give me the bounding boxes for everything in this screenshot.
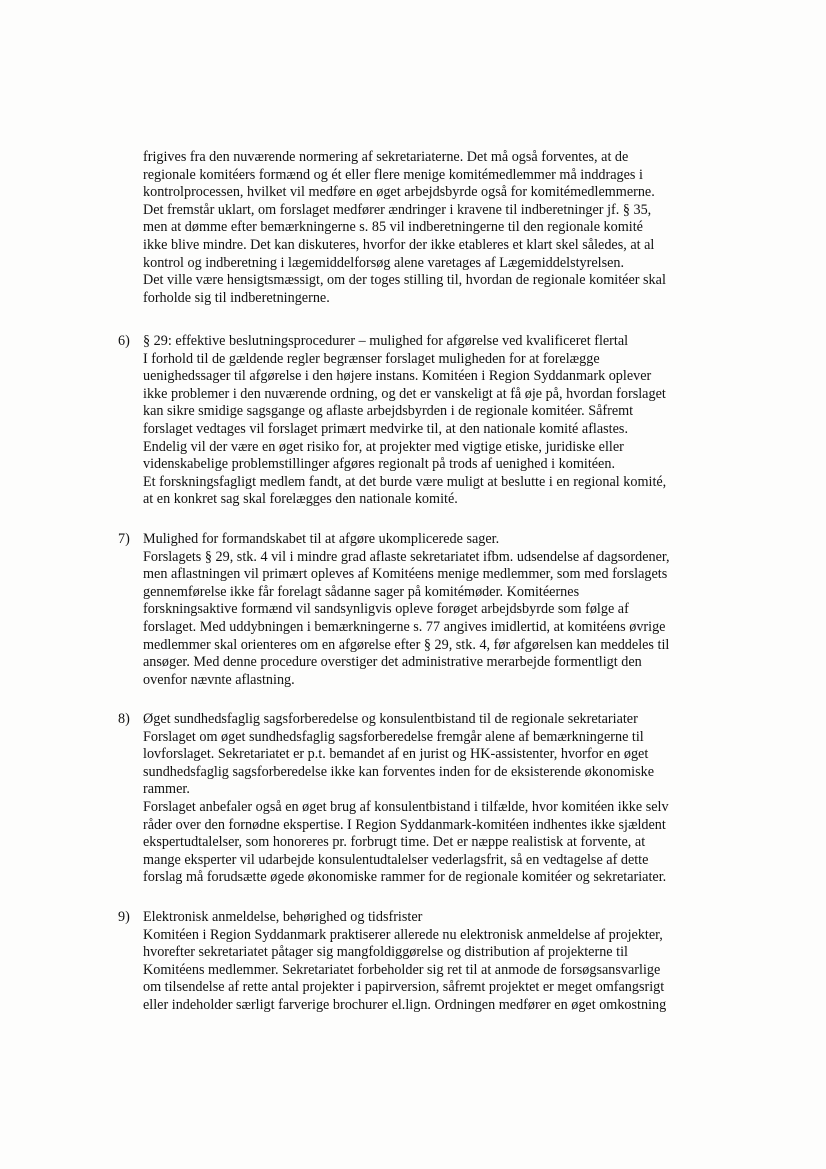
text-line: forholde sig til indberetningerne. xyxy=(143,289,330,306)
text-line: ekspertudtalelser, som honoreres pr. forbrugt time. Det er næppe realistisk at forvente, at xyxy=(143,834,646,851)
text-line: eller indeholder særligt farverige brochurer el.lign. Ordningen medfører en øget omkostning xyxy=(143,996,667,1013)
section-body xyxy=(143,531,738,689)
text-line: rammer. xyxy=(143,781,190,798)
text-line: om tilsendelse af rette antal projekter i papirversion, såfremt projektet er meget omfangsrigt xyxy=(143,979,665,996)
text-line: I forhold til de gældende regler begrænser forslaget muligheden for at forelægge xyxy=(143,350,600,367)
text-line: ovenfor nævnte aflastning. xyxy=(143,671,295,688)
text-line: forslaget vedtages vil forslaget primært medvirke til, at den nationale komité aflastes. xyxy=(143,420,628,437)
text-line: forslaget. Med uddybningen i bemærkningerne s. 77 angives imidlertid, at komitéens øvrige xyxy=(143,618,666,635)
text-line: råder over den fornødne ekspertise. I Region Syddanmark-komitéen indhentes ikke sjældent xyxy=(143,816,666,833)
text-line: forslag må forudsætte øgede økonomiske rammer for de regionale komitéer og sekretariater. xyxy=(143,869,667,886)
text-line: frigives fra den nuværende normering af sekretariaterne. Det må også forventes, at de xyxy=(143,149,629,165)
text-line: videnskabelige problemstillinger afgøres regionalt på trods af uenighed i komitéen. xyxy=(143,456,615,473)
text-line: kan sikre smidige sagsgange og aflaste arbejdsbyrden i de regionale komitéer. Såfremt xyxy=(143,403,634,420)
section-body xyxy=(143,711,738,887)
text-line: at en konkret sag skal forelægges den nationale komité. xyxy=(143,491,458,508)
text-line: kontrolprocessen, hvilket vil medføre en øget arbejdsbyrde også for komitémedlemmerne. xyxy=(143,184,655,201)
text-line: regionale komitéers formænd og ét eller flere menige komitémedlemmer må inddrages i xyxy=(143,166,643,183)
text-line: sundhedsfaglig sagsforberedelse ikke kan forventes inden for de eksisterende økonomiske xyxy=(143,763,654,780)
text-line: men at dømme efter bemærkningerne s. 85 vil indberetningerne til den regionale komité xyxy=(143,219,643,236)
section-number: 6) xyxy=(118,333,130,349)
text-line: ikke problemer i den nuværende ordning, og det er vanskeligt at få øje på, hvordan forslaget xyxy=(143,385,666,402)
section-number: 8) xyxy=(118,711,130,727)
text-line: medlemmer skal orienteres om en afgørelse efter § 29, stk. 4, før afgørelsen kan meddeles til xyxy=(143,636,670,653)
section-heading: Elektronisk anmeldelse, behørighed og tidsfrister xyxy=(143,909,423,925)
section-body xyxy=(143,909,738,1015)
text-line: men aflastningen vil primært opleves af Komitéens menige medlemmer, som med forslagets xyxy=(143,566,668,583)
text-line: Komitéen i Region Syddanmark praktiserer allerede nu elektronisk anmeldelse af projekter, xyxy=(143,926,663,943)
text-line: gennemførelse ikke får forelagt sådanne sager på komitémøder. Komitéernes xyxy=(143,583,580,600)
section-heading: Mulighed for formandskabet til at afgøre ukomplicerede sager. xyxy=(143,531,500,547)
text-line: Det fremstår uklart, om forslaget medfører ændringer i kravene til indberetninger jf. § 35, xyxy=(143,201,652,218)
section-heading: Øget sundhedsfaglig sagsforberedelse og konsulentbistand til de regionale sekretariater xyxy=(143,711,638,727)
text-line: kontrol og indberetning i lægemiddelforsøg alene varetages af Lægemiddelstyrelsen. xyxy=(143,254,625,271)
text-line: Endelig vil der være en øget risiko for, at projekter med vigtige etiske, juridiske eller xyxy=(143,438,624,455)
text-line: lovforslaget. Sekretariatet er p.t. bemandet af en jurist og HK-assistenter, hvorfor en øget xyxy=(143,746,649,763)
text-line: forskningsaktive formænd vil sandsynligvis opleve forøget arbejdsbyrde som følge af xyxy=(143,601,629,618)
intro-paragraph xyxy=(143,149,733,307)
section-number: 9) xyxy=(118,909,130,925)
text-line: mange eksperter vil udarbejde konsulentudtalelser vederlagsfrit, så en vedtagelse af dette xyxy=(143,851,649,868)
text-line: Forslaget anbefaler også en øget brug af konsulentbistand i tilfælde, hvor komitéen ikke selv xyxy=(143,798,669,815)
text-line: Forslagets § 29, stk. 4 vil i mindre grad aflaste sekretariatet ifbm. udsendelse af dagsordener, xyxy=(143,548,670,565)
section-number: 7) xyxy=(118,531,130,547)
text-line: hvorefter sekretariatet påtager sig mangfoldiggørelse og distribution af projekterne til xyxy=(143,944,628,961)
section-body xyxy=(143,333,738,509)
text-line: ikke blive mindre. Det kan diskuteres, hvorfor der ikke etableres et klart skel således, at al xyxy=(143,236,655,253)
section-heading: § 29: effektive beslutningsprocedurer – mulighed for afgørelse ved kvalificeret flertal xyxy=(143,333,629,349)
text-line: uenighedssager til afgørelse i den højere instans. Komitéen i Region Syddanmark oplever xyxy=(143,368,652,385)
text-line: Det ville være hensigtsmæssigt, om der toges stilling til, hvordan de regionale komitéer skal xyxy=(143,272,666,289)
text-line: ansøger. Med denne procedure overstiger det administrative merarbejde formentligt den xyxy=(143,654,642,671)
text-line: Komitéens medlemmer. Sekretariatet forbeholder sig ret til at anmode de forsøgsansvarlige xyxy=(143,961,661,978)
text-line: Forslaget om øget sundhedsfaglig sagsforberedelse fremgår alene af bemærkningerne til xyxy=(143,728,644,745)
text-line: Et forskningsfagligt medlem fandt, at det burde være muligt at beslutte i en regional komité, xyxy=(143,473,667,490)
